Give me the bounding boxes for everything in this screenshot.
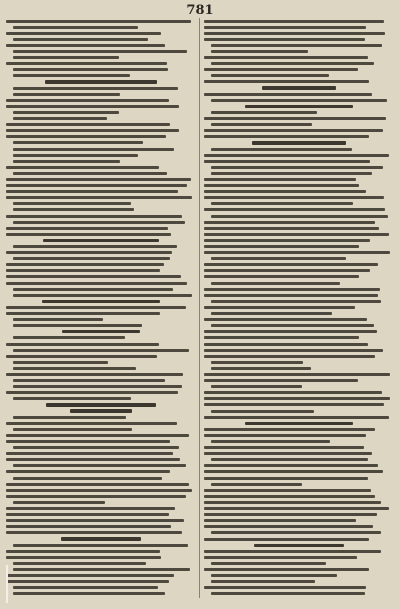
page-number: 781 xyxy=(186,3,214,18)
library-stamp xyxy=(2,565,11,603)
column-divider xyxy=(199,18,200,598)
right-column xyxy=(204,18,394,598)
entry-text-line xyxy=(204,591,394,597)
left-column xyxy=(6,18,196,598)
entry-text-line xyxy=(6,591,196,597)
